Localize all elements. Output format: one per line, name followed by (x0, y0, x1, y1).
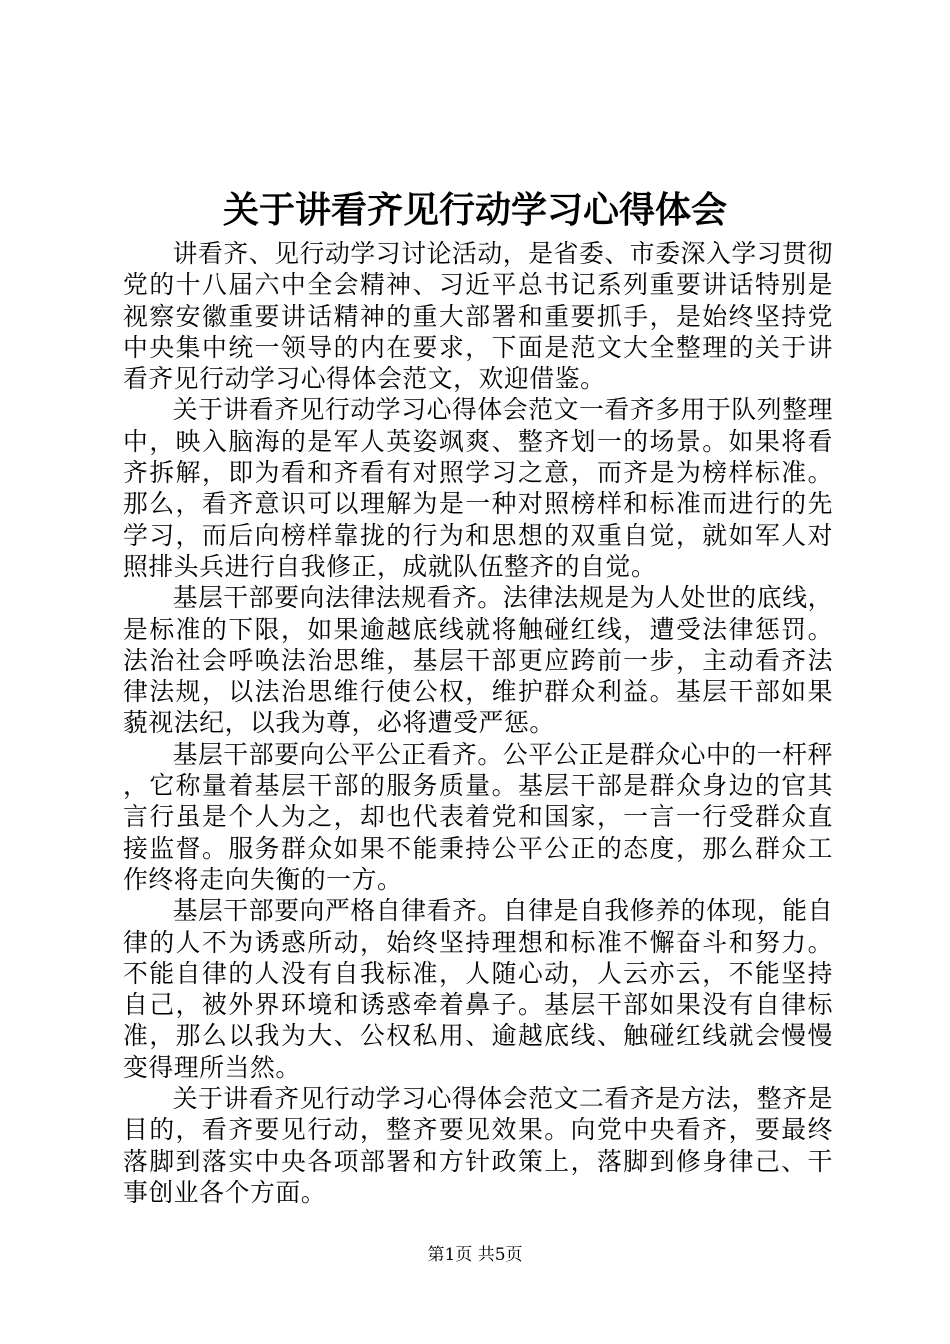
paragraph-self-discipline: 基层干部要向严格自律看齐。自律是自我修养的体现，能自律的人不为诱惑所动，始终坚持理想和标准不懈奋斗和努力。不能自律的人没有自我标准，人随心动，人云亦云，不能坚持自己，被外界环境和诱惑牵着鼻子。基层干部如果没有自律标准，那么以我为大、公权私用、逾越底线、触碰红线就会慢慢变得理所当然。 (123, 896, 833, 1082)
paragraph-fairness: 基层干部要向公平公正看齐。公平公正是群众心中的一杆秤，它称量着基层干部的服务质量。基层干部是群众身边的官其言行虽是个人为之，却也代表着党和国家，一言一行受群众直接监督。服务群众如果不能秉持公平公正的态度，那么群众工作终将走向失衡的一方。 (123, 739, 833, 894)
paragraph-intro: 讲看齐、见行动学习讨论活动，是省委、市委深入学习贯彻党的十八届六中全会精神、习近平总书记系列重要讲话特别是视察安徽重要讲话精神的重大部署和重要抓手，是始终坚持党中央集中统一领导的内在要求，下面是范文大全整理的关于讲看齐见行动学习心得体会范文，欢迎借鉴。 (123, 239, 833, 394)
paragraph-sample-one: 关于讲看齐见行动学习心得体会范文一看齐多用于队列整理中，映入脑海的是军人英姿飒爽、整齐划一的场景。如果将看齐拆解，即为看和齐看有对照学习之意，而齐是为榜样标准。那么，看齐意识可以理解为是一种对照榜样和标准而进行的先学习，而后向榜样靠拢的行为和思想的双重自觉，就如军人对照排头兵进行自我修正，成就队伍整齐的自觉。 (123, 395, 833, 581)
paragraph-laws: 基层干部要向法律法规看齐。法律法规是为人处世的底线，是标准的下限，如果逾越底线就将触碰红线，遭受法律惩罚。法治社会呼唤法治思维，基层干部更应跨前一步，主动看齐法律法规，以法治思维行使公权，维护群众利益。基层干部如果藐视法纪，以我为尊，必将遭受严惩。 (123, 583, 833, 738)
paragraph-sample-two: 关于讲看齐见行动学习心得体会范文二看齐是方法，整齐是目的，看齐要见行动，整齐要见效果。向党中央看齐，要最终落脚到落实中央各项部署和方针政策上，落脚到修身律己、干事创业各个方面。 (123, 1084, 833, 1207)
document-title: 关于讲看齐见行动学习心得体会 (222, 189, 727, 231)
document-body (123, 238, 833, 1208)
page-number-footer: 第1页 共5页 (427, 1245, 523, 1265)
